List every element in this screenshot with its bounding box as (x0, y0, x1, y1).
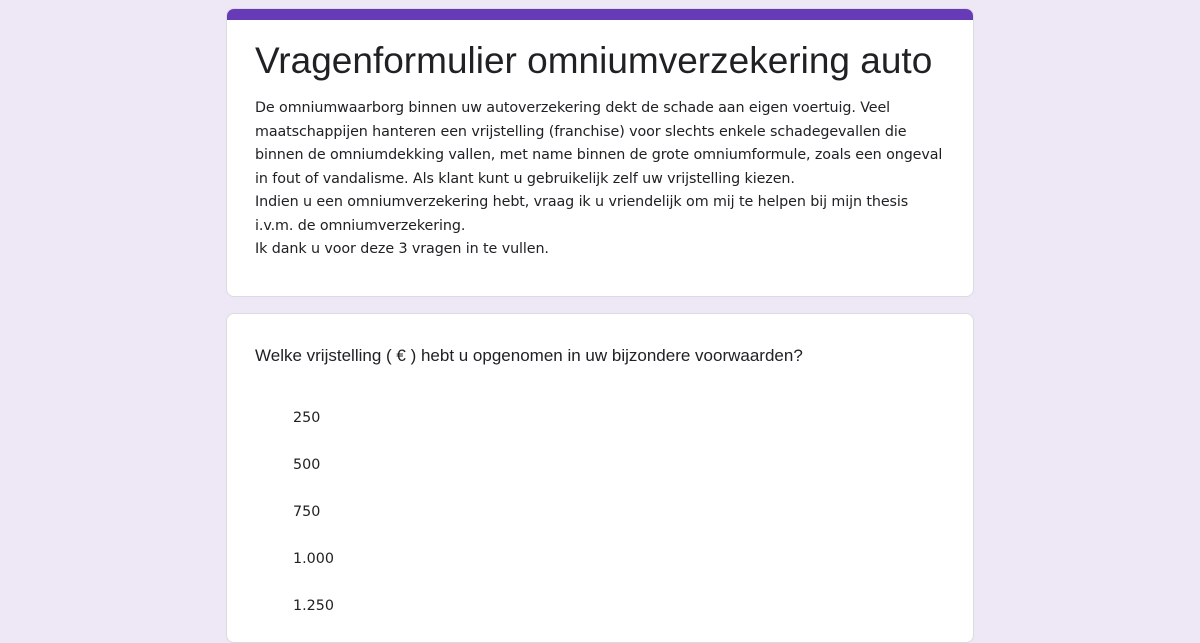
option-750[interactable] (255, 488, 945, 535)
option-label: 1.000 (293, 550, 334, 567)
option-1000[interactable] (255, 535, 945, 582)
description-paragraph: De omniumwaarborg binnen uw autoverzekering dekt de schade aan eigen voertuig. Veel maatschappijen hanteren een vrijstelling (franchise) voor slechts enkele schadegevallen die binnen de omniumdekking vallen, met name binnen de grote omniumformule, zoals een ongeval in fout of vandalisme. Als klant kunt u gebruikelijk zelf uw vrijstelling kiezen. (255, 100, 943, 187)
question-card (226, 313, 974, 643)
option-1250[interactable] (255, 582, 945, 629)
option-list (255, 394, 945, 629)
form-header-card (226, 8, 974, 297)
option-500[interactable] (255, 441, 945, 488)
option-250[interactable] (255, 394, 945, 441)
form-title: Vragenformulier omniumverzekering auto (255, 40, 933, 81)
question-title: Welke vrijstelling ( € ) hebt u opgenomen in uw bijzondere voorwaarden? (255, 346, 803, 365)
description-paragraph: Indien u een omniumverzekering hebt, vraag ik u vriendelijk om mij te helpen bij mijn thesis i.v.m. de omniumverzekering. (255, 194, 909, 234)
description-paragraph: Ik dank u voor deze 3 vragen in te vullen. (255, 241, 549, 257)
form-column (226, 8, 974, 643)
option-label: 1.250 (293, 597, 334, 614)
option-label: 250 (293, 409, 321, 426)
accent-bar (227, 9, 973, 20)
option-label: 750 (293, 503, 321, 520)
option-label: 500 (293, 456, 321, 473)
form-description (255, 97, 945, 262)
